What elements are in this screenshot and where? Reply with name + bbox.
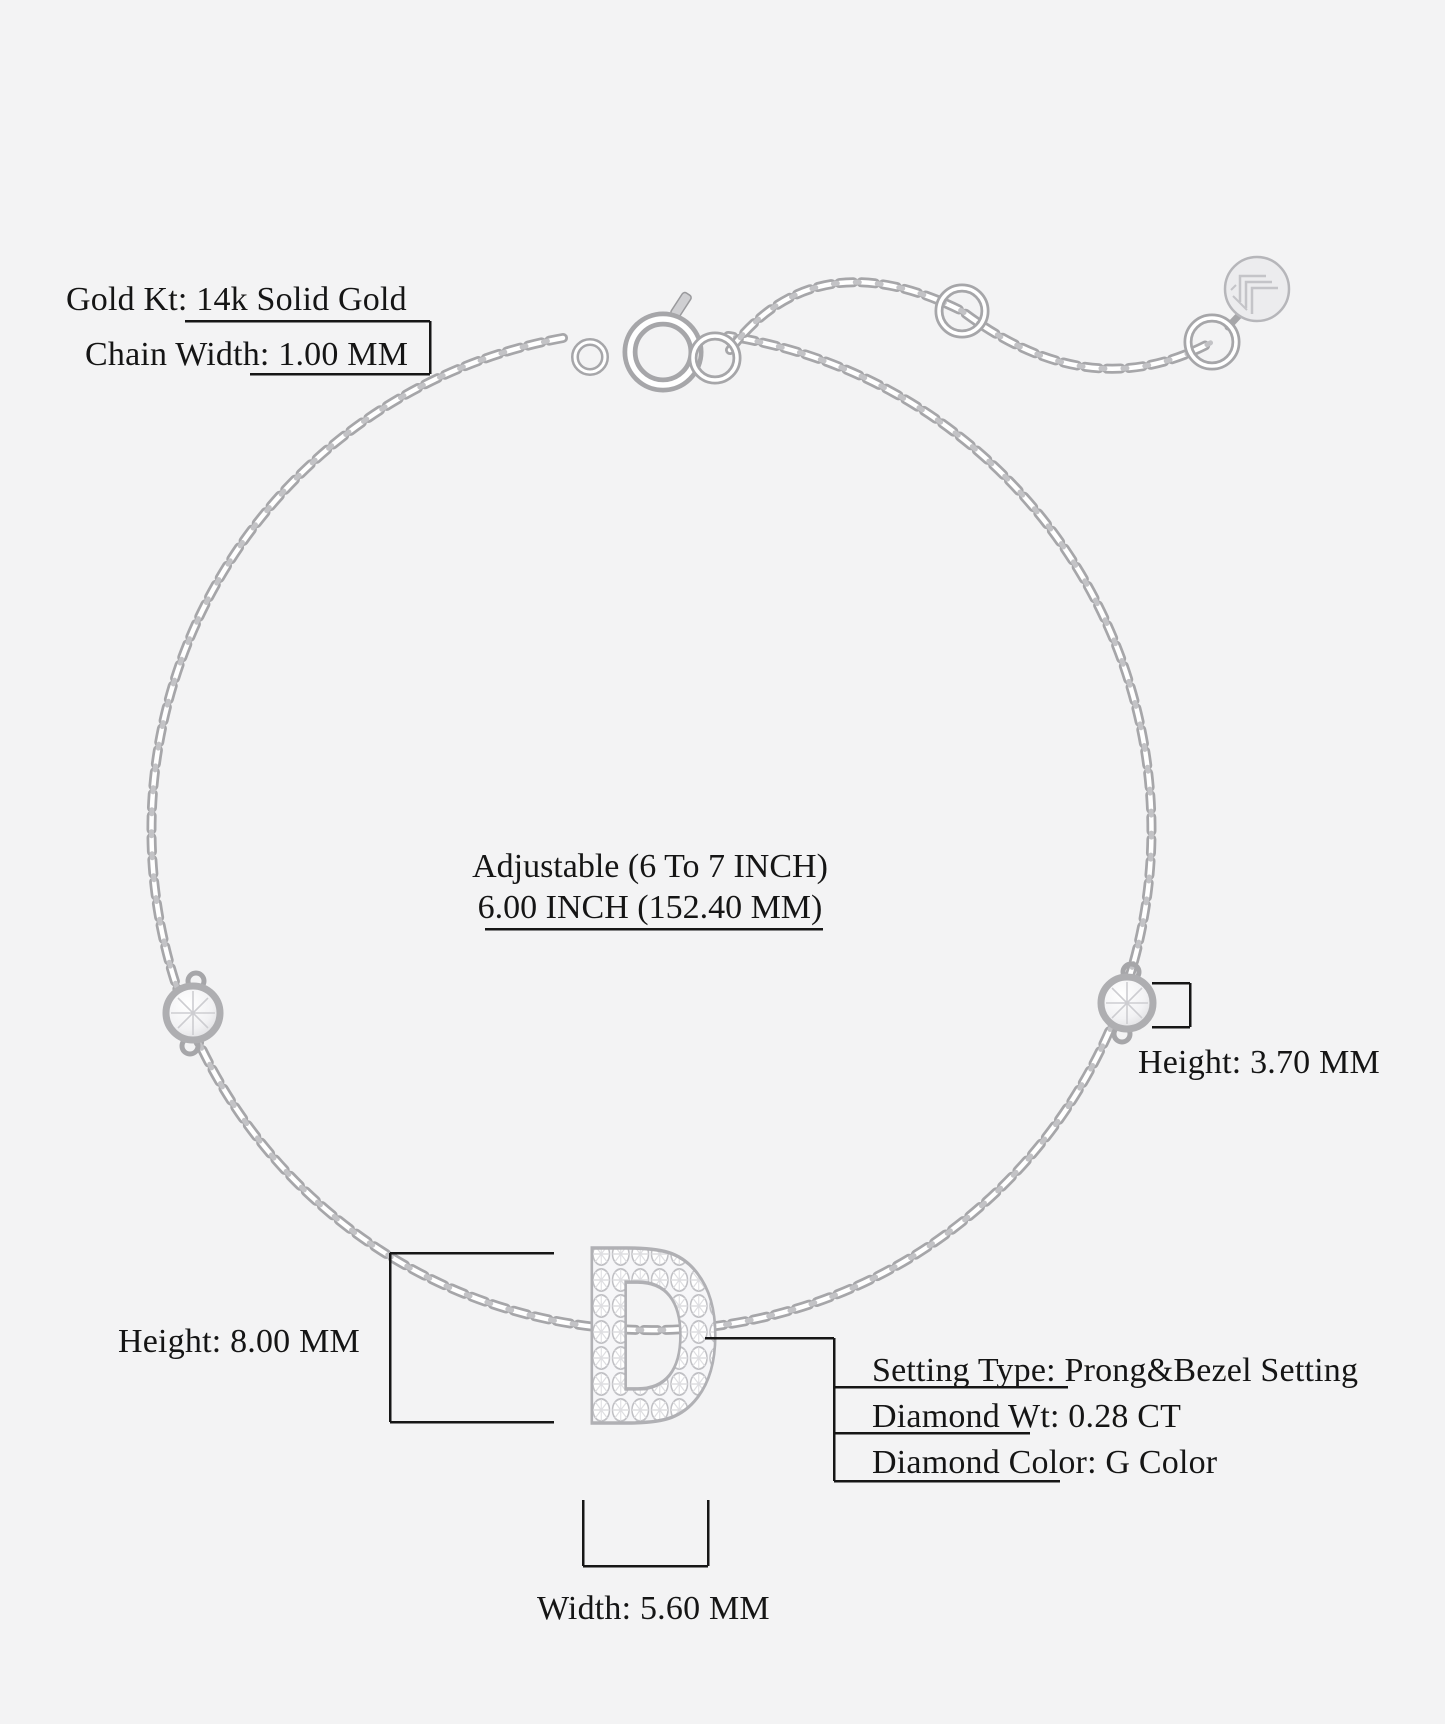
bracelet-chain <box>151 336 1151 1330</box>
annotation-adjustable <box>460 846 840 928</box>
annotation-adjustable-line2: 6.00 INCH (152.40 MM) <box>477 889 823 926</box>
annotation-gold-kt: Gold Kt: 14k Solid Gold <box>66 281 407 318</box>
annotation-diamond-weight: Diamond Wt: 0.28 CT <box>872 1398 1182 1435</box>
brand-disc-tag <box>1225 257 1289 321</box>
pendant-letter: D <box>575 1201 725 1481</box>
spring-ring-clasp <box>575 291 737 385</box>
annotation-pendant-width: Width: 5.60 MM <box>537 1590 770 1627</box>
letter-pendant <box>575 1201 724 1480</box>
annotation-adjustable-line1: Adjustable (6 To 7 INCH) <box>472 848 828 885</box>
annotation-pendant-height: Height: 8.00 MM <box>118 1323 360 1360</box>
annotation-diamond-color: Diamond Color: G Color <box>872 1444 1218 1481</box>
extender-rings <box>939 288 1236 366</box>
annotation-stone-height: Height: 3.70 MM <box>1138 1044 1380 1081</box>
annotation-setting-type: Setting Type: Prong&Bezel Setting <box>872 1352 1359 1389</box>
annotation-chain-width: Chain Width: 1.00 MM <box>85 336 409 373</box>
